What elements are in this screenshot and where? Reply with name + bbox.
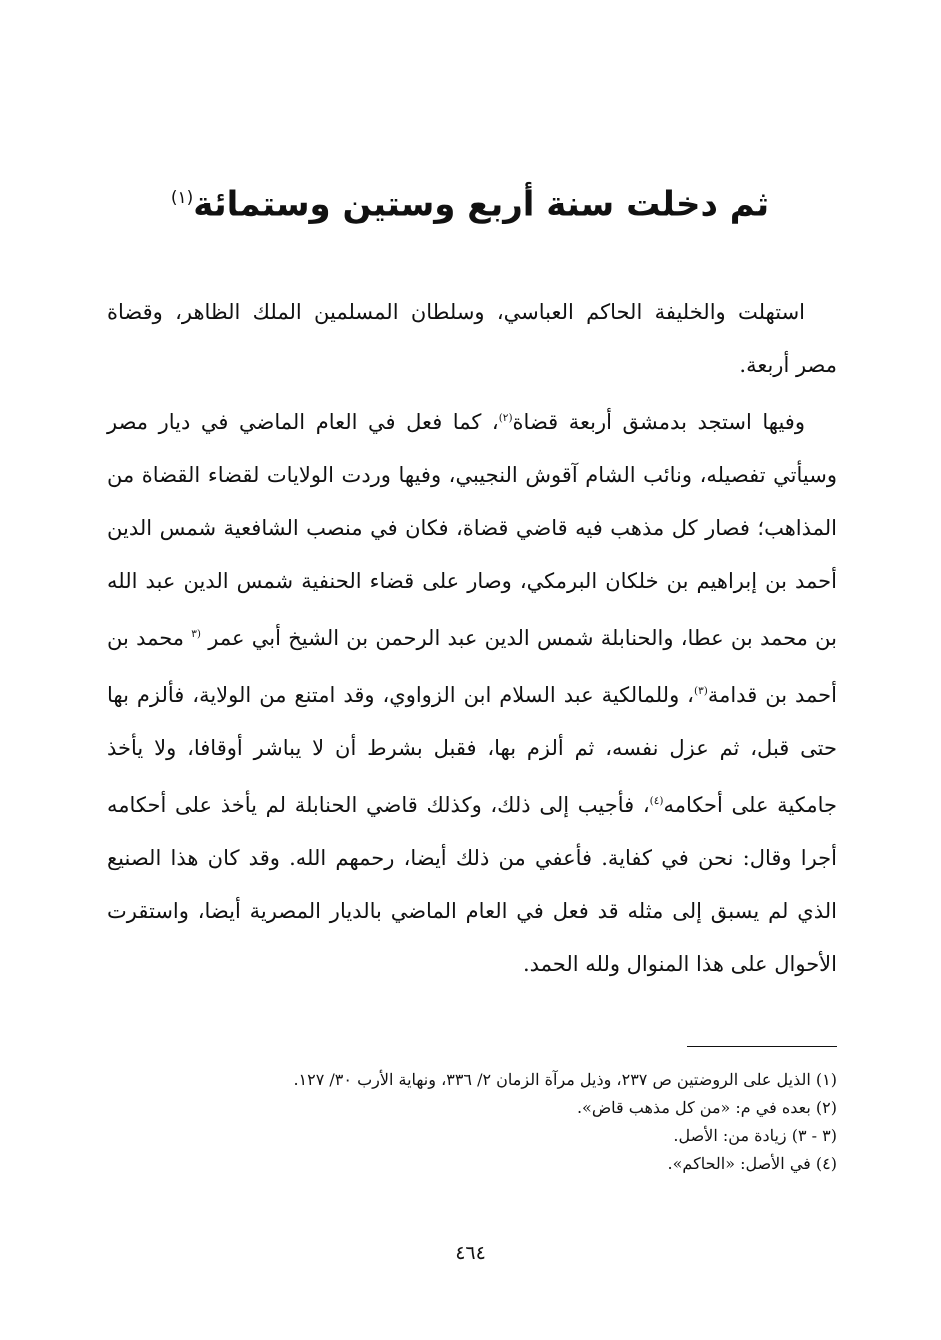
footnote-1: (١) الذيل على الروضتين ص ٢٣٧، وذيل مرآة الزمان ٢/ ٣٣٦، ونهاية الأرب ٣٠/ ١٢٧.	[293, 1070, 837, 1089]
main-text	[107, 286, 837, 991]
paragraph-2-text-b: ، كما فعل في العام الماضي في ديار مصر وسيأتي تفصيله، ونائب الشام آقوش النجيبي، وفيها وردت الولايات لقضاء القضاة من المذاهب؛ فصار كل مذهب فيه قاضي قضاة، فكان في منصب الشافعية شمس الدين أحمد بن إبراهيم بن خلكان البرمكي، وصار على قضاء الحنفية شمس الدين عبد الله بن محمد بن عطا، والحنابلة شمس الدين عبد الرحمن بن الشيخ أبي عمر	[107, 410, 837, 650]
chapter-title-text: ثم دخلت سنة أربع وستين وستمائة	[193, 184, 770, 225]
footnote-marker-4: (٤)	[649, 795, 664, 807]
footnote-marker-3-close: (٣)	[693, 685, 708, 697]
footnote-3: (٣ - ٣) زيادة من: الأصل.	[673, 1126, 837, 1145]
footnote-2: (٢) بعده في م: «من كل مذهب قاض».	[576, 1098, 837, 1117]
footnote-marker-2: (٢)	[498, 412, 513, 424]
footnotes	[107, 1066, 837, 1178]
footnote-separator	[687, 1046, 837, 1047]
paragraph-2-text-c: محمد بن أحمد بن قدامة	[107, 626, 837, 707]
paragraph-2-text-d: ، وللمالكية عبد السلام ابن الزواوي، وقد امتنع من الولاية، فألزم بها حتى قبل، ثم عزل نفسه، ثم ألزم بها، فقبل بشرط أن لا يباشر أوقافا، ولا يأخذ جامكية على أحكامه	[107, 683, 838, 817]
chapter-title	[120, 173, 820, 229]
footnote-marker-1: (١)	[170, 187, 194, 208]
footnote-4: (٤) في الأصل: «الحاكم».	[667, 1154, 837, 1173]
paragraph-2	[107, 392, 837, 991]
paragraph-2-text-a: وفيها استجد بدمشق أربعة قضاة	[512, 410, 805, 434]
page-number: ٤٦٤	[455, 1242, 486, 1264]
paragraph-1	[107, 286, 837, 392]
paragraph-2-text-e: ، فأجيب إلى ذلك، وكذلك قاضي الحنابلة لم يأخذ على أحكامه أجرا وقال: نحن في كفاية. فأعفي من ذلك أيضا، رحمهم الله. وقد كان هذا الصنيع الذي لم يسبق إلى مثله قد فعل في العام الماضي بالديار المصرية أيضا، واستقرت الأحوال على هذا المنوال ولله الحمد.	[107, 793, 837, 976]
footnote-marker-3-open: (٣	[191, 628, 202, 640]
paragraph-1-text: استهلت والخليفة الحاكم العباسي، وسلطان المسلمين الملك الظاهر، وقضاة مصر أربعة.	[107, 300, 837, 377]
